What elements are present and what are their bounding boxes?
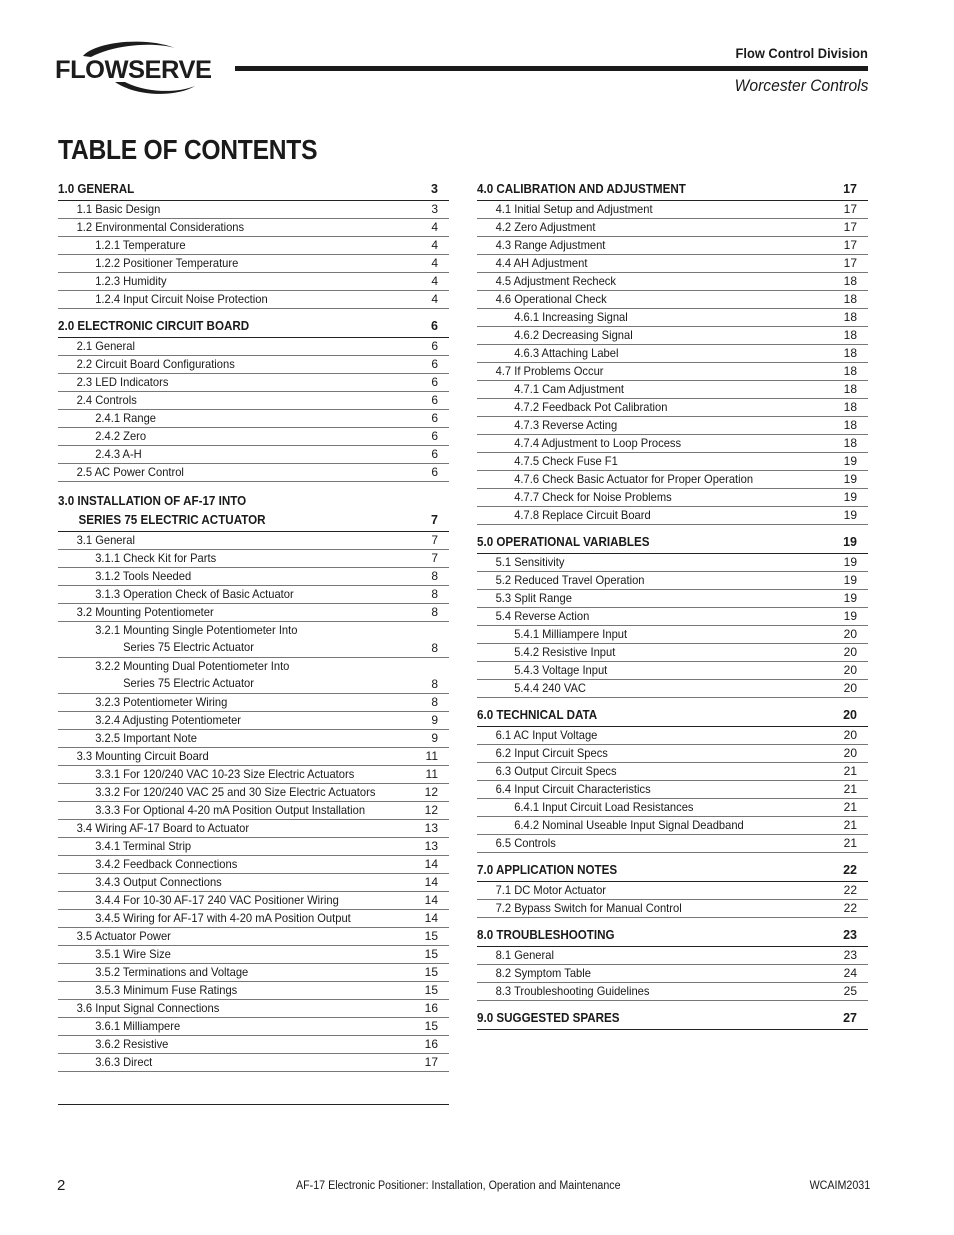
entry-page: 25 <box>843 984 857 998</box>
header-rule <box>235 66 868 71</box>
toc-entry[interactable] <box>58 982 449 1000</box>
entry-page: 19 <box>843 555 857 569</box>
entry-page: 20 <box>843 663 857 677</box>
entry-page: 20 <box>843 645 857 659</box>
toc-right-column <box>477 180 868 1038</box>
entry-page: 17 <box>843 238 857 252</box>
toc-entry[interactable] <box>58 291 449 309</box>
entry-label: 3.2.4 Adjusting Potentiometer <box>95 713 242 727</box>
toc-entry[interactable] <box>477 781 868 799</box>
entry-label: 2.4.2 Zero <box>95 429 147 443</box>
entry-label: 4.7.1 Cam Adjustment <box>514 382 624 396</box>
entry-label: 6.5 Controls <box>495 836 556 850</box>
entry-page: 22 <box>843 901 857 915</box>
page-title: TABLE OF CONTENTS <box>58 134 318 165</box>
toc-entry[interactable] <box>58 928 449 946</box>
entry-label: 3.1 General <box>76 533 135 547</box>
entry-page: 15 <box>424 929 438 943</box>
entry-page: 17 <box>843 220 857 234</box>
entry-label: 3.4.3 Output Connections <box>95 875 222 889</box>
toc-section <box>477 180 868 525</box>
toc-section-heading[interactable] <box>477 533 868 554</box>
entry-page: 17 <box>843 256 857 270</box>
entry-label: 1.2.1 Temperature <box>95 238 186 252</box>
toc-entry[interactable] <box>477 947 868 965</box>
entry-label: 8.3 Troubleshooting Guidelines <box>495 984 650 998</box>
toc-entry[interactable] <box>477 471 868 489</box>
toc-entry[interactable] <box>58 784 449 802</box>
entry-page: 8 <box>431 605 438 619</box>
toc-entry[interactable] <box>58 748 449 766</box>
entry-label: 3.5.2 Terminations and Voltage <box>95 965 249 979</box>
entry-page: 8 <box>431 695 438 709</box>
entry-label: 3.4.5 Wiring for AF-17 with 4-20 mA Position Output <box>95 911 351 925</box>
entry-page: 18 <box>843 274 857 288</box>
toc-entry[interactable] <box>477 817 868 835</box>
entry-label: 2.1 General <box>76 339 135 353</box>
entry-label: 8.1 General <box>495 948 554 962</box>
toc-entry[interactable] <box>477 453 868 471</box>
entry-label-line1: 3.2.2 Mounting Dual Potentiometer Into <box>95 659 290 673</box>
entry-label: 4.7.3 Reverse Acting <box>514 418 618 432</box>
entry-page: 20 <box>843 627 857 641</box>
entry-page: 19 <box>843 508 857 522</box>
entry-label-line2: Series 75 Electric Actuator <box>123 640 254 654</box>
flowserve-logo <box>55 38 215 100</box>
toc-section <box>477 533 868 698</box>
entry-page: 18 <box>843 436 857 450</box>
footer-page-number: 2 <box>57 1177 66 1194</box>
toc-section <box>477 706 868 853</box>
entry-page: 18 <box>843 292 857 306</box>
entry-label: 4.7.2 Feedback Pot Calibration <box>514 400 668 414</box>
section-title-continued: SERIES 75 ELECTRIC ACTUATOR <box>78 513 266 527</box>
footer-doc-title: AF-17 Electronic Positioner: Installation, Operation and Maintenance <box>296 1180 621 1192</box>
toc-entry[interactable] <box>58 964 449 982</box>
section-page: 20 <box>843 708 857 722</box>
entry-label: 4.7.4 Adjustment to Loop Process <box>514 436 682 450</box>
entry-page: 12 <box>424 785 438 799</box>
toc-section <box>477 1009 868 1030</box>
toc-entry[interactable] <box>58 410 449 428</box>
toc-section-heading[interactable] <box>477 180 868 201</box>
section-title: 7.0 APPLICATION NOTES <box>477 863 618 877</box>
toc-entry[interactable] <box>58 464 449 482</box>
section-title: 8.0 TROUBLESHOOTING <box>477 928 615 942</box>
entry-label: 3.5 Actuator Power <box>76 929 171 943</box>
entry-page: 11 <box>425 767 438 781</box>
entry-page: 20 <box>843 681 857 695</box>
entry-label: 4.6.3 Attaching Label <box>514 346 619 360</box>
entry-page: 6 <box>431 447 438 461</box>
entry-page: 8 <box>431 569 438 583</box>
entry-page: 21 <box>843 800 857 814</box>
entry-label: 5.4.4 240 VAC <box>514 681 586 695</box>
toc-entry[interactable] <box>477 309 868 327</box>
entry-label: 1.2.4 Input Circuit Noise Protection <box>95 292 268 306</box>
entry-label: 2.4.3 A-H <box>95 447 142 461</box>
entry-page: 6 <box>431 411 438 425</box>
toc-entry[interactable] <box>58 392 449 410</box>
entry-label: 3.1.2 Tools Needed <box>95 569 192 583</box>
entry-page: 9 <box>431 731 438 745</box>
section-page: 19 <box>843 535 857 549</box>
toc-entry[interactable] <box>477 291 868 309</box>
section-title: 2.0 ELECTRONIC CIRCUIT BOARD <box>58 319 250 333</box>
toc-entry[interactable] <box>477 435 868 453</box>
toc-entry[interactable] <box>477 237 868 255</box>
entry-label: 3.4.4 For 10-30 AF-17 240 VAC Positioner Wiring <box>95 893 339 907</box>
entry-page: 20 <box>843 746 857 760</box>
toc-entry[interactable] <box>477 507 868 525</box>
entry-page: 19 <box>843 609 857 623</box>
entry-page: 15 <box>424 965 438 979</box>
entry-page: 18 <box>843 418 857 432</box>
toc-entry[interactable] <box>58 586 449 604</box>
entry-label: 6.3 Output Circuit Specs <box>495 764 617 778</box>
section-page: 6 <box>431 319 438 333</box>
entry-page: 8 <box>431 641 438 655</box>
entry-label: 4.5 Adjustment Recheck <box>495 274 616 288</box>
entry-page: 19 <box>843 472 857 486</box>
footer-doc-code: WCAIM2031 <box>809 1180 870 1192</box>
toc-entry[interactable] <box>477 763 868 781</box>
entry-page: 11 <box>425 749 438 763</box>
entry-page: 16 <box>424 1037 438 1051</box>
entry-label: 4.6.1 Increasing Signal <box>514 310 628 324</box>
toc-entry[interactable] <box>58 201 449 219</box>
entry-page: 20 <box>843 728 857 742</box>
entry-page: 21 <box>843 764 857 778</box>
toc-section-heading[interactable] <box>58 180 449 201</box>
section-page: 3 <box>431 182 438 196</box>
entry-page: 19 <box>843 591 857 605</box>
entry-label: 3.5.3 Minimum Fuse Ratings <box>95 983 238 997</box>
toc-entry[interactable] <box>58 568 449 586</box>
entry-label: 4.7.7 Check for Noise Problems <box>514 490 672 504</box>
toc-entry[interactable] <box>58 730 449 748</box>
entry-page: 19 <box>843 490 857 504</box>
entry-page: 16 <box>424 1001 438 1015</box>
toc-section-heading[interactable] <box>477 1009 868 1030</box>
toc-section-heading[interactable] <box>477 706 868 727</box>
entry-page: 6 <box>431 429 438 443</box>
toc-entry[interactable] <box>477 327 868 345</box>
entry-page: 21 <box>843 782 857 796</box>
entry-page: 7 <box>431 533 438 547</box>
entry-page: 13 <box>424 839 438 853</box>
toc-section-heading[interactable] <box>477 926 868 947</box>
entry-page: 19 <box>843 454 857 468</box>
toc-entry[interactable] <box>477 201 868 219</box>
toc-entry[interactable] <box>58 550 449 568</box>
entry-page: 15 <box>424 947 438 961</box>
entry-page: 15 <box>424 983 438 997</box>
entry-label: 6.4.2 Nominal Useable Input Signal Deadband <box>514 818 744 832</box>
toc-entry[interactable] <box>477 345 868 363</box>
toc-entry[interactable] <box>58 604 449 622</box>
toc-entry[interactable] <box>58 356 449 374</box>
entry-page: 4 <box>431 238 438 252</box>
entry-page: 21 <box>843 818 857 832</box>
toc-section <box>58 490 449 1072</box>
entry-label: 6.4 Input Circuit Characteristics <box>495 782 651 796</box>
entry-label: 3.3.3 For Optional 4-20 mA Position Output Installation <box>95 803 366 817</box>
entry-label: 3.5.1 Wire Size <box>95 947 171 961</box>
section-page: 23 <box>843 928 857 942</box>
entry-page: 8 <box>431 677 438 691</box>
entry-page: 7 <box>431 551 438 565</box>
entry-page: 4 <box>431 220 438 234</box>
entry-label: 8.2 Symptom Table <box>495 966 591 980</box>
entry-page: 17 <box>843 202 857 216</box>
toc-entry[interactable] <box>477 680 868 698</box>
toc-entry[interactable] <box>477 662 868 680</box>
entry-label: 5.4 Reverse Action <box>495 609 590 623</box>
toc-entry[interactable] <box>477 745 868 763</box>
entry-page: 6 <box>431 375 438 389</box>
entry-label: 3.3.2 For 120/240 VAC 25 and 30 Size Electric Actuators <box>95 785 376 799</box>
entry-page: 14 <box>424 893 438 907</box>
toc-entry[interactable] <box>477 381 868 399</box>
toc-entry[interactable] <box>477 489 868 507</box>
entry-page: 6 <box>431 357 438 371</box>
entry-page: 6 <box>431 393 438 407</box>
toc-entry[interactable] <box>477 727 868 745</box>
section-title: 9.0 SUGGESTED SPARES <box>477 1011 620 1025</box>
entry-label <box>58 658 289 693</box>
entry-page: 4 <box>431 256 438 270</box>
entry-page: 17 <box>424 1055 438 1069</box>
toc-entry[interactable] <box>477 835 868 853</box>
entry-page: 21 <box>843 836 857 850</box>
entry-label: 4.7 If Problems Occur <box>495 364 604 378</box>
entry-label: 4.7.8 Replace Circuit Board <box>514 508 651 522</box>
entry-label: 7.1 DC Motor Actuator <box>495 883 607 897</box>
toc-entry[interactable] <box>477 554 868 572</box>
entry-label: 4.7.5 Check Fuse F1 <box>514 454 618 468</box>
toc-entry[interactable] <box>477 608 868 626</box>
toc-entry[interactable] <box>477 572 868 590</box>
toc-entry[interactable] <box>58 820 449 838</box>
entry-page: 23 <box>843 948 857 962</box>
toc-entry[interactable] <box>58 532 449 550</box>
subdivision-name: Worcester Controls <box>734 76 868 95</box>
toc-entry[interactable] <box>58 1054 449 1072</box>
toc-entry[interactable] <box>477 590 868 608</box>
toc-entry[interactable] <box>58 766 449 784</box>
entry-label: 1.2.3 Humidity <box>95 274 167 288</box>
toc-entry[interactable] <box>58 273 449 291</box>
section-page: 17 <box>843 182 857 196</box>
toc-entry[interactable] <box>477 399 868 417</box>
entry-label: 3.6 Input Signal Connections <box>76 1001 220 1015</box>
toc-entry[interactable] <box>58 374 449 392</box>
entry-label: 4.6.2 Decreasing Signal <box>514 328 633 342</box>
section-page: 7 <box>431 513 438 527</box>
entry-page: 19 <box>843 573 857 587</box>
entry-label: 1.2 Environmental Considerations <box>76 220 245 234</box>
toc-entry[interactable] <box>477 983 868 1001</box>
toc-section <box>477 926 868 1001</box>
toc-entry[interactable] <box>58 658 449 694</box>
entry-label: 2.4 Controls <box>76 393 137 407</box>
entry-label: 3.1.3 Operation Check of Basic Actuator <box>95 587 294 601</box>
toc-entry[interactable] <box>477 882 868 900</box>
toc-entry[interactable] <box>58 1018 449 1036</box>
entry-page: 22 <box>843 883 857 897</box>
entry-page: 6 <box>431 465 438 479</box>
section-title: 3.0 INSTALLATION OF AF-17 INTO <box>58 494 247 508</box>
entry-label: 6.2 Input Circuit Specs <box>495 746 608 760</box>
toc-left-column <box>58 180 449 1105</box>
toc-entry[interactable] <box>58 802 449 820</box>
toc-entry[interactable] <box>58 446 449 464</box>
entry-page: 4 <box>431 292 438 306</box>
entry-label: 4.7.6 Check Basic Actuator for Proper Operation <box>514 472 754 486</box>
toc-section-heading[interactable] <box>58 490 449 511</box>
entry-page: 13 <box>424 821 438 835</box>
section-page: 22 <box>843 863 857 877</box>
toc-section <box>477 861 868 918</box>
entry-label: 2.5 AC Power Control <box>76 465 184 479</box>
entry-label: 3.4 Wiring AF-17 Board to Actuator <box>76 821 250 835</box>
toc-entry[interactable] <box>58 428 449 446</box>
toc-entry[interactable] <box>58 255 449 273</box>
toc-entry[interactable] <box>58 338 449 356</box>
toc-entry[interactable] <box>58 856 449 874</box>
entry-label-line2: Series 75 Electric Actuator <box>123 676 254 690</box>
section-title: 1.0 GENERAL <box>58 182 135 196</box>
toc-entry[interactable] <box>477 273 868 291</box>
toc-entry[interactable] <box>58 874 449 892</box>
column-end-rule <box>58 1080 449 1105</box>
toc-section <box>58 180 449 309</box>
toc-entry[interactable] <box>58 237 449 255</box>
entry-label: 5.4.1 Milliampere Input <box>514 627 628 641</box>
toc-entry[interactable] <box>477 799 868 817</box>
toc-section-heading[interactable] <box>58 317 449 338</box>
entry-label: 2.3 LED Indicators <box>76 375 169 389</box>
section-title: 4.0 CALIBRATION AND ADJUSTMENT <box>477 182 686 196</box>
entry-label: 3.6.2 Resistive <box>95 1037 169 1051</box>
toc-entry[interactable] <box>58 622 449 658</box>
entry-page: 18 <box>843 382 857 396</box>
entry-page: 18 <box>843 310 857 324</box>
entry-label: 2.4.1 Range <box>95 411 157 425</box>
toc-section-heading-cont[interactable] <box>58 511 449 532</box>
toc-entry[interactable] <box>58 892 449 910</box>
section-page: 27 <box>843 1011 857 1025</box>
toc-entry[interactable] <box>58 1036 449 1054</box>
toc-entry[interactable] <box>58 1000 449 1018</box>
entry-label: 3.2 Mounting Potentiometer <box>76 605 214 619</box>
entry-label: 5.4.3 Voltage Input <box>514 663 608 677</box>
entry-page: 14 <box>424 875 438 889</box>
entry-page: 18 <box>843 328 857 342</box>
toc-entry[interactable] <box>58 712 449 730</box>
entry-label: 5.4.2 Resistive Input <box>514 645 616 659</box>
entry-label: 7.2 Bypass Switch for Manual Control <box>495 901 682 915</box>
entry-label: 6.4.1 Input Circuit Load Resistances <box>514 800 694 814</box>
entry-page: 12 <box>424 803 438 817</box>
toc-entry[interactable] <box>477 900 868 918</box>
entry-label: 1.1 Basic Design <box>76 202 161 216</box>
section-title: 5.0 OPERATIONAL VARIABLES <box>477 535 650 549</box>
toc-entry[interactable] <box>477 644 868 662</box>
entry-label: 3.3.1 For 120/240 VAC 10-23 Size Electric Actuators <box>95 767 355 781</box>
entry-page: 15 <box>424 1019 438 1033</box>
division-name: Flow Control Division <box>735 45 868 61</box>
toc-entry[interactable] <box>58 838 449 856</box>
entry-page: 6 <box>431 339 438 353</box>
entry-label: 3.3 Mounting Circuit Board <box>76 749 209 763</box>
section-title: 6.0 TECHNICAL DATA <box>477 708 598 722</box>
entry-label: 3.6.1 Milliampere <box>95 1019 181 1033</box>
entry-label: 4.2 Zero Adjustment <box>495 220 596 234</box>
entry-label: 4.1 Initial Setup and Adjustment <box>495 202 653 216</box>
toc-entry[interactable] <box>58 910 449 928</box>
toc-section-heading[interactable] <box>477 861 868 882</box>
entry-page: 18 <box>843 364 857 378</box>
toc-entry[interactable] <box>477 417 868 435</box>
entry-label: 2.2 Circuit Board Configurations <box>76 357 235 371</box>
toc-entry[interactable] <box>58 694 449 712</box>
toc-entry[interactable] <box>58 219 449 237</box>
toc-entry[interactable] <box>477 626 868 644</box>
entry-label: 5.3 Split Range <box>495 591 572 605</box>
entry-page: 18 <box>843 346 857 360</box>
entry-page: 8 <box>431 587 438 601</box>
entry-page: 14 <box>424 911 438 925</box>
entry-label: 5.1 Sensitivity <box>495 555 565 569</box>
toc-entry[interactable] <box>477 363 868 381</box>
entry-page: 18 <box>843 400 857 414</box>
toc-entry[interactable] <box>58 946 449 964</box>
entry-label: 3.2.3 Potentiometer Wiring <box>95 695 228 709</box>
entry-label: 4.6 Operational Check <box>495 292 607 306</box>
entry-label: 4.3 Range Adjustment <box>495 238 606 252</box>
entry-label: 5.2 Reduced Travel Operation <box>495 573 645 587</box>
entry-label: 3.6.3 Direct <box>95 1055 153 1069</box>
toc-section <box>58 317 449 482</box>
entry-label: 3.4.1 Terminal Strip <box>95 839 192 853</box>
entry-page: 3 <box>431 202 438 216</box>
toc-entry[interactable] <box>477 965 868 983</box>
entry-label <box>58 622 297 657</box>
entry-page: 9 <box>431 713 438 727</box>
toc-entry[interactable] <box>477 219 868 237</box>
entry-page: 24 <box>843 966 857 980</box>
entry-label: 3.2.5 Important Note <box>95 731 197 745</box>
entry-label: 3.4.2 Feedback Connections <box>95 857 238 871</box>
entry-label-line1: 3.2.1 Mounting Single Potentiometer Into <box>95 623 298 637</box>
entry-label: 4.4 AH Adjustment <box>495 256 588 270</box>
logo-wordmark: FLOWSERVE <box>55 56 212 84</box>
toc-entry[interactable] <box>477 255 868 273</box>
entry-label: 3.1.1 Check Kit for Parts <box>95 551 217 565</box>
entry-label: 1.2.2 Positioner Temperature <box>95 256 239 270</box>
entry-page: 14 <box>424 857 438 871</box>
entry-page: 4 <box>431 274 438 288</box>
entry-label: 6.1 AC Input Voltage <box>495 728 598 742</box>
